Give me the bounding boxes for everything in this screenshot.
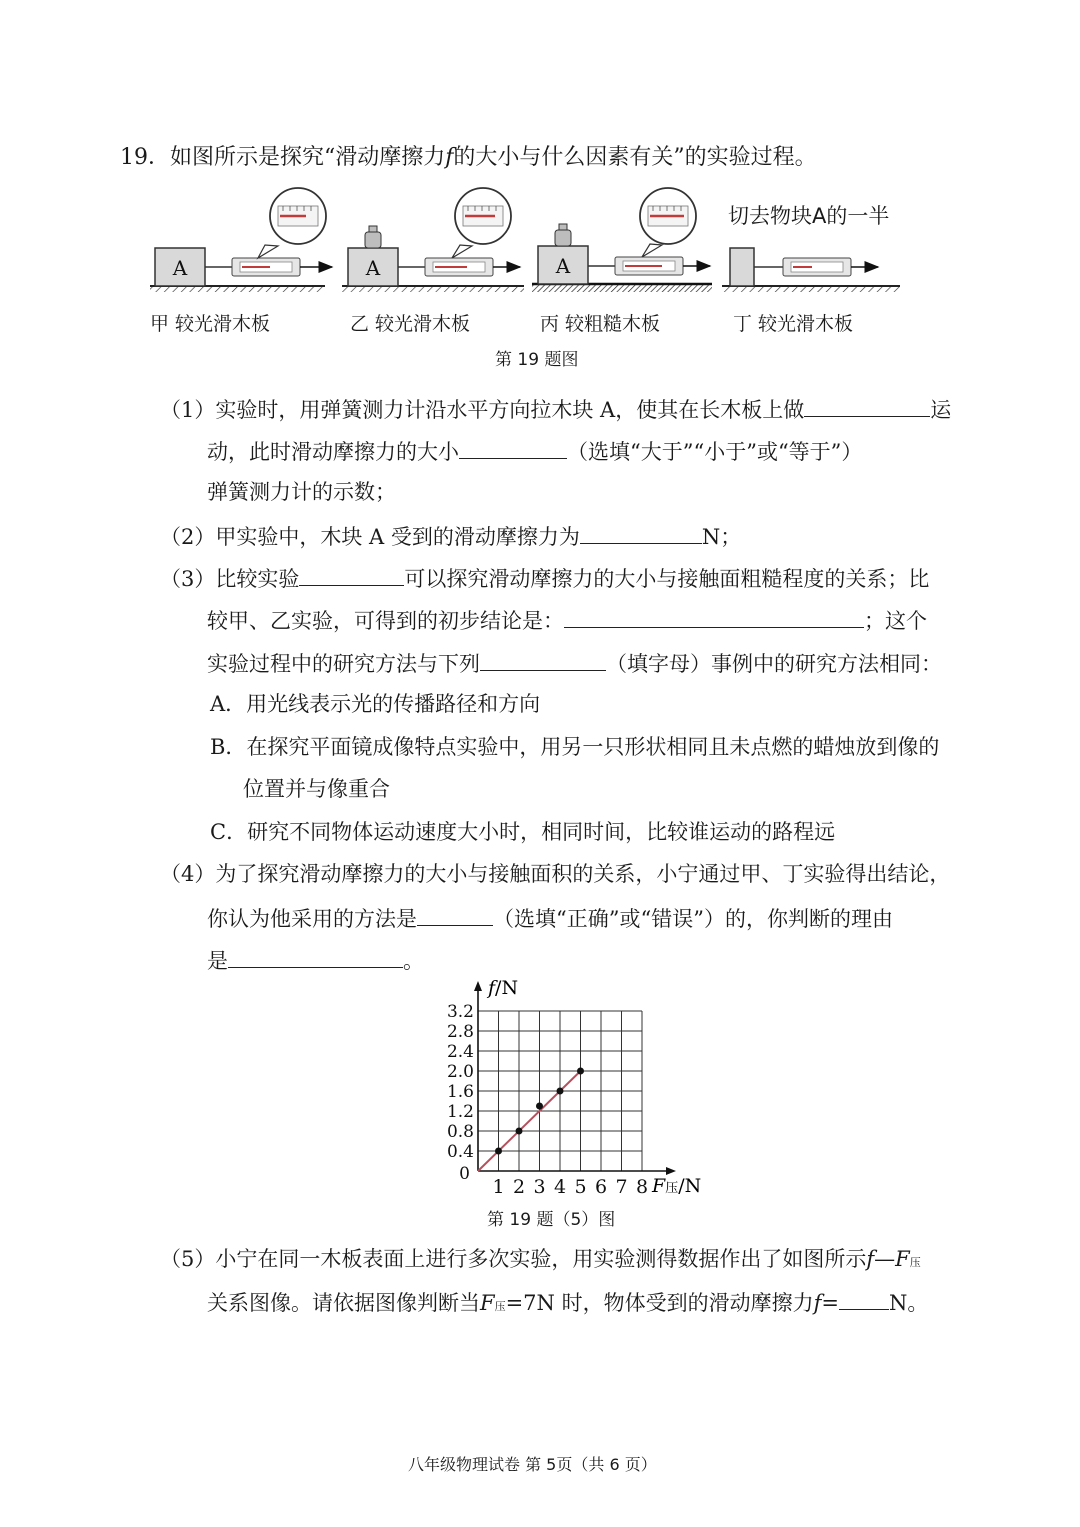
chart-marks <box>478 1068 584 1172</box>
part1-line2 <box>207 436 862 466</box>
part5-text2b: =7N 时，物体受到的滑动摩擦力 <box>505 1291 814 1315</box>
part1-text2-end: （选填“大于”“小于”或“等于”） <box>567 440 863 464</box>
data-point <box>536 1103 543 1110</box>
x-axis-arrow <box>666 1167 676 1175</box>
dash: — <box>874 1247 896 1271</box>
part1-text2: 动，此时滑动摩擦力的大小 <box>207 440 459 464</box>
part1-text-end: 运 <box>930 398 952 422</box>
part2-line <box>160 521 741 551</box>
F-symbol: F <box>480 1291 495 1315</box>
x-tick-label: 7 <box>615 1176 628 1198</box>
f-vs-fpress-chart <box>430 970 720 1202</box>
panel-yi <box>342 188 524 292</box>
x-tick-label: 6 <box>594 1176 608 1198</box>
part5-text1: 小宁在同一木板表面上进行多次实验，用实验测得数据作出了如图所示 <box>215 1247 867 1271</box>
part1-line3: 弹簧测力计的示数； <box>207 480 396 504</box>
weight <box>555 230 571 246</box>
panel-label-bing: 丙 较粗糙木板 <box>540 313 661 335</box>
answer-blank[interactable] <box>804 394 930 417</box>
question-number: 19． <box>120 145 170 170</box>
part3-line1 <box>160 563 929 593</box>
block-a-label: A <box>555 254 571 278</box>
fit-line <box>478 1071 581 1171</box>
answer-blank[interactable] <box>228 945 403 968</box>
part3-text2a: 较甲、乙实验，可得到的初步结论是： <box>207 609 564 633</box>
part3-text2b: ；这个 <box>864 609 927 633</box>
answer-blank[interactable] <box>839 1287 889 1310</box>
part4-text2a: 你认为他采用的方法是 <box>207 907 417 931</box>
part5-line2 <box>207 1287 928 1321</box>
stem-text: 如图所示是探究“滑动摩擦力 <box>170 145 446 170</box>
part4-line1 <box>160 860 950 888</box>
panel-label-jia: 甲 较光滑木板 <box>150 313 271 335</box>
x-tick-label: 1 <box>492 1176 505 1198</box>
y-axis-arrow <box>474 981 482 991</box>
data-point <box>516 1128 523 1135</box>
answer-blank[interactable] <box>580 521 702 544</box>
data-point <box>557 1088 564 1095</box>
y-axis-label: f/N <box>488 977 519 999</box>
stem-variable: f <box>445 145 454 170</box>
y-tick-label: 2.8 <box>446 1022 474 1042</box>
question-stem <box>120 140 817 171</box>
part3-text1a: 比较实验 <box>215 567 300 591</box>
x-tick-label: 2 <box>512 1176 526 1198</box>
part3-text1b: 可以探究滑动摩擦力的大小与接触面粗糙程度的关系；比 <box>404 567 930 591</box>
part4-text3b: 。 <box>403 949 424 973</box>
part1-text: 实验时，用弹簧测力计沿水平方向拉木块 A，使其在长木板上做 <box>215 398 805 422</box>
answer-blank[interactable] <box>564 605 864 628</box>
x-tick-label: 8 <box>635 1176 649 1198</box>
part3-text3a: 实验过程中的研究方法与下列 <box>207 652 480 676</box>
option-b-line1: B．在探究平面镜成像特点实验中，用另一只形状相同且未点燃的蜡烛放到像的 <box>210 735 940 759</box>
part1-line1 <box>160 394 951 424</box>
part4-text1: 为了探究滑动摩擦力的大小与接触面积的关系，小宁通过甲、丁实验得出结论， <box>215 862 951 886</box>
part4-line2 <box>207 903 893 933</box>
answer-blank[interactable] <box>459 436 567 459</box>
part4-text2b: （选填“正确”或“错误”）的，你判断的理由 <box>493 907 893 931</box>
y-tick-label: 3.2 <box>446 1002 474 1022</box>
weight <box>365 232 381 248</box>
cut-note: 切去物块A的一半 <box>728 204 890 228</box>
answer-blank[interactable] <box>417 903 493 926</box>
part4-line3 <box>207 945 424 975</box>
x-tick-label: 3 <box>533 1176 546 1198</box>
f-symbol: f <box>813 1291 822 1315</box>
part5-number: （5） <box>160 1247 216 1271</box>
equals: = <box>821 1291 839 1315</box>
part4-text3a: 是 <box>207 949 228 973</box>
data-point <box>495 1148 502 1155</box>
part3-text3b: （填字母）事例中的研究方法相同： <box>606 652 942 676</box>
part3-line3 <box>207 648 942 678</box>
part5-end: N。 <box>888 1291 929 1315</box>
chart-caption: 第 19 题（5）图 <box>487 1210 616 1230</box>
f-symbol: f <box>866 1247 875 1271</box>
panel-label-ding: 丁 较光滑木板 <box>733 313 854 335</box>
y-tick-label: 1.2 <box>446 1102 474 1122</box>
part3-number: （3） <box>160 567 216 591</box>
part3-line2 <box>207 605 927 635</box>
part2-number: （2） <box>160 525 216 549</box>
press-subscript: 压 <box>494 1300 506 1313</box>
part4-number: （4） <box>160 862 216 886</box>
option-a: A．用光线表示光的传播路径和方向 <box>210 692 541 716</box>
x-tick-label: 4 <box>553 1176 567 1198</box>
x-tick-label: 5 <box>574 1176 587 1198</box>
y-tick-label: 2.0 <box>446 1062 474 1082</box>
y-tick-label: 1.6 <box>446 1082 474 1102</box>
part1-number: （1） <box>160 398 216 422</box>
data-point <box>577 1068 584 1075</box>
answer-blank[interactable] <box>299 563 404 586</box>
part2-text: 甲实验中，木块 A 受到的滑动摩擦力为 <box>215 525 580 549</box>
page-footer: 八年级物理试卷 第 5页（共 6 页） <box>408 1455 657 1474</box>
F-symbol: F <box>895 1247 910 1271</box>
part5-line1 <box>160 1245 921 1277</box>
answer-blank[interactable] <box>480 648 606 671</box>
stem-tail: 的大小与什么因素有关”的实验过程。 <box>453 145 817 170</box>
panel-bing <box>532 188 712 292</box>
y-tick-label: 0.8 <box>446 1122 474 1142</box>
panel-jia <box>150 188 332 292</box>
y-tick-label: 0.4 <box>446 1142 474 1162</box>
panel-ding <box>722 248 900 292</box>
figure-caption: 第 19 题图 <box>495 350 579 370</box>
block-a-label: A <box>365 256 381 280</box>
panel-label-yi: 乙 较光滑木板 <box>350 313 471 335</box>
option-c: C．研究不同物体运动速度大小时，相同时间，比较谁运动的路程远 <box>210 820 836 844</box>
option-b-line2: 位置并与像重合 <box>243 777 390 801</box>
part2-end: N； <box>701 525 742 549</box>
press-subscript: 压 <box>909 1256 921 1269</box>
y-tick-label: 2.4 <box>446 1042 474 1062</box>
x-axis-label: F压/N <box>652 1175 702 1197</box>
origin-label: 0 <box>459 1164 470 1184</box>
part5-text2a: 关系图像。请依据图像判断当 <box>207 1291 480 1315</box>
block-a-label: A <box>172 256 188 280</box>
half-block <box>730 248 754 286</box>
